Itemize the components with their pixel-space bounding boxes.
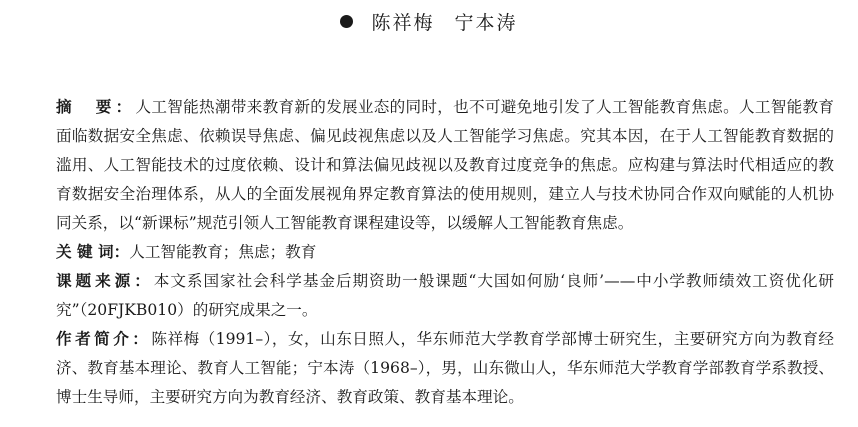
abstract-text: 人工智能热潮带来教育新的发展业态的同时，也不可避免地引发了人工智能教育焦虑。人工智能教育面临数据安全焦虑、依赖误导焦虑、偏见歧视焦虑以及人工智能学习焦虑。究其本因，在于人工智能教育数据的滥用、人工智能技术的过度依赖、设计和算法偏见歧视以及教育过度竞争的焦虑。应构建与算法时代相适应的教育数据安全治理体系，从人的全面发展视角界定教育算法的使用规则，建立人与技术协同合作双向赋能的人机协同关系，以“新课标”规范引领人工智能教育课程建设等，以缓解人工智能教育焦虑。 bbox=[56, 98, 834, 232]
article-front-matter bbox=[24, 93, 834, 412]
funding-text: 本文系国家社会科学基金后期资助一般课题“大国如何励‘良师’——中小学教师绩效工资优化研究”（20FJKB010）的研究成果之一。 bbox=[56, 272, 834, 319]
funding-label: 课题来源： bbox=[56, 272, 154, 290]
author-line bbox=[0, 8, 858, 38]
author-bio-paragraph bbox=[24, 325, 834, 412]
author-bio-label: 作者简介： bbox=[56, 330, 152, 348]
bullet-icon bbox=[340, 15, 353, 28]
abstract-paragraph bbox=[24, 93, 834, 238]
funding-paragraph bbox=[24, 267, 834, 325]
keywords-label: 关 键 词： bbox=[56, 243, 130, 261]
author-bio-text: 陈祥梅（1991–），女，山东日照人，华东师范大学教育学部博士研究生，主要研究方向为教育经济、教育基本理论、教育人工智能；宁本涛（1968–），男，山东微山人，华东师范大学教育学部教育学系教授、博士生导师，主要研究方向为教育经济、教育政策、教育基本理论。 bbox=[56, 330, 834, 406]
keywords-paragraph bbox=[24, 238, 834, 267]
abstract-label: 摘 要： bbox=[56, 98, 136, 116]
author-name-1: 陈祥梅 bbox=[371, 12, 435, 34]
author-name-2: 宁本涛 bbox=[454, 12, 518, 34]
keywords-text: 人工智能教育；焦虑；教育 bbox=[129, 243, 317, 261]
